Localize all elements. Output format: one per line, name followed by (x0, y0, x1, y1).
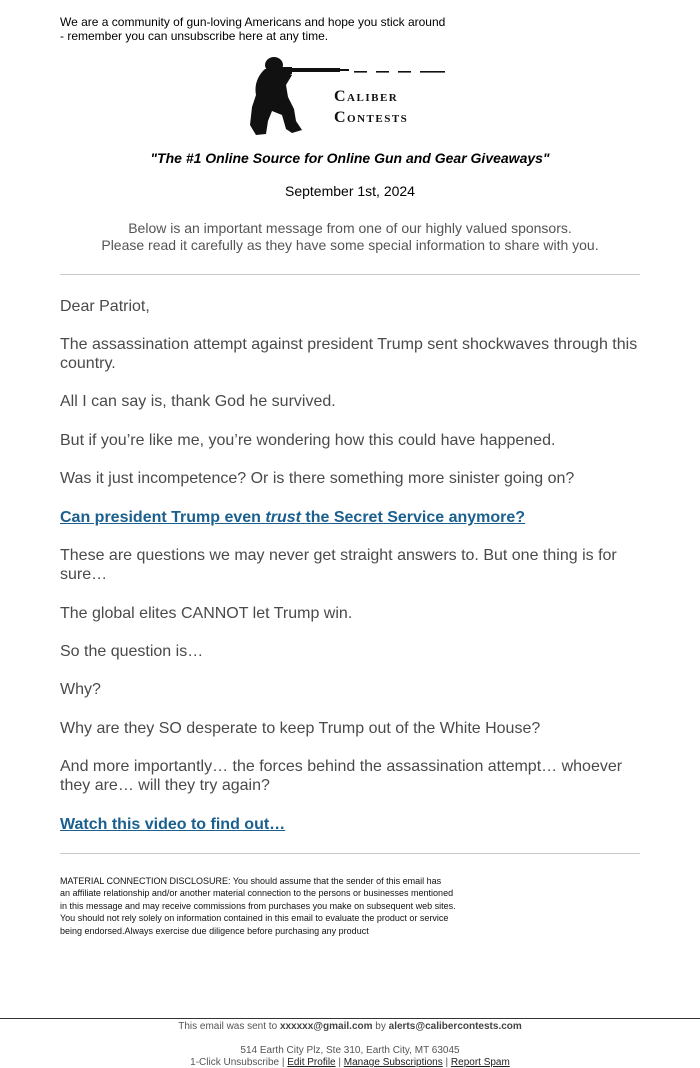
paragraph-10: And more importantly… the forces behind the assassination attempt… whoever they are… will they try again? (60, 758, 623, 794)
intro-text (60, 15, 460, 43)
divider-bottom (60, 853, 640, 854)
disclosure-line-4: You should not rely solely on information contained in this email to evaluate the product or service (60, 913, 449, 924)
intro-line-1: We are a community of gun-loving Americans and hope you stick around (60, 15, 446, 29)
link1-pre: Can president Trump even (60, 509, 266, 526)
link1-post: the Secret Service anymore? (300, 509, 526, 526)
paragraph-6: The global elites CANNOT let Trump win. (60, 605, 353, 622)
paragraph-7: So the question is… (60, 643, 204, 660)
sent-prefix: This email was sent to (178, 1021, 278, 1032)
greeting: Dear Patriot, (60, 298, 150, 315)
divider-top (60, 274, 640, 275)
by-text: by (375, 1021, 386, 1032)
logo-line-1: Caliber (334, 88, 399, 105)
paragraph-1: The assassination attempt against president Trump sent shockwaves through this country. (60, 336, 638, 372)
sponsor-notice (0, 220, 700, 254)
disclosure-line-3: in this message and may receive commissions from purchases you make on subsequent web sites. (60, 900, 456, 911)
watch-video-link[interactable]: Watch this video to find out… (60, 816, 286, 833)
logo-line-2: Contests (334, 109, 409, 126)
footer-address: 514 Earth City Plz, Ste 310, Earth City, MT 63045 (240, 1045, 460, 1056)
footer-divider (0, 1018, 700, 1019)
tagline: "The #1 Online Source for Online Gun and Gear Giveaways" (150, 150, 550, 166)
paragraph-2: All I can say is, thank God he survived. (60, 393, 336, 410)
footer-sent-line (0, 1021, 700, 1032)
disclosure-line-1: MATERIAL CONNECTION DISCLOSURE: You should assume that the sender of this email has (60, 876, 442, 886)
separator: | (338, 1057, 341, 1068)
logo-wordmark (334, 86, 408, 128)
separator: | (281, 1057, 285, 1068)
one-click-unsubscribe[interactable]: 1-Click Unsubscribe (190, 1057, 280, 1068)
sponsor-line-2: Please read it carefully as they have some special information to share with you. (101, 237, 599, 253)
disclosure-line-2: an affiliate relationship and/or another material connection to the persons or businesses mentioned (60, 888, 454, 899)
disclosure-line-5: being endorsed.Always exercise due diligence before purchasing any product (60, 925, 369, 936)
paragraph-9: Why are they SO desperate to keep Trump out of the White House? (60, 720, 541, 737)
sponsor-line-1: Below is an important message from one of our highly valued sponsors. (128, 220, 572, 236)
paragraph-3: But if you’re like me, you’re wondering how this could have happened. (60, 432, 556, 449)
paragraph-5: These are questions we may never get straight answers to. But one thing is for sure… (60, 547, 617, 583)
manage-subscriptions-link[interactable]: Manage Subscriptions (343, 1057, 443, 1068)
separator: | (445, 1057, 449, 1068)
intro-line-2: - remember you can unsubscribe here at any time. (60, 29, 329, 43)
sender-email: alerts@calibercontests.com (388, 1021, 522, 1032)
link1-emphasis: trust (265, 509, 301, 526)
report-spam-link[interactable]: Report Spam (450, 1057, 510, 1068)
material-disclosure (60, 875, 510, 937)
paragraph-4: Was it just incompetence? Or is there something more sinister going on? (60, 470, 575, 487)
recipient-email: xxxxxx@gmail.com (279, 1021, 373, 1032)
paragraph-8: Why? (60, 681, 101, 698)
edit-profile-link[interactable]: Edit Profile (287, 1057, 336, 1068)
date: September 1st, 2024 (285, 183, 415, 199)
secret-service-link[interactable] (60, 508, 525, 527)
footer-links (0, 1057, 700, 1068)
